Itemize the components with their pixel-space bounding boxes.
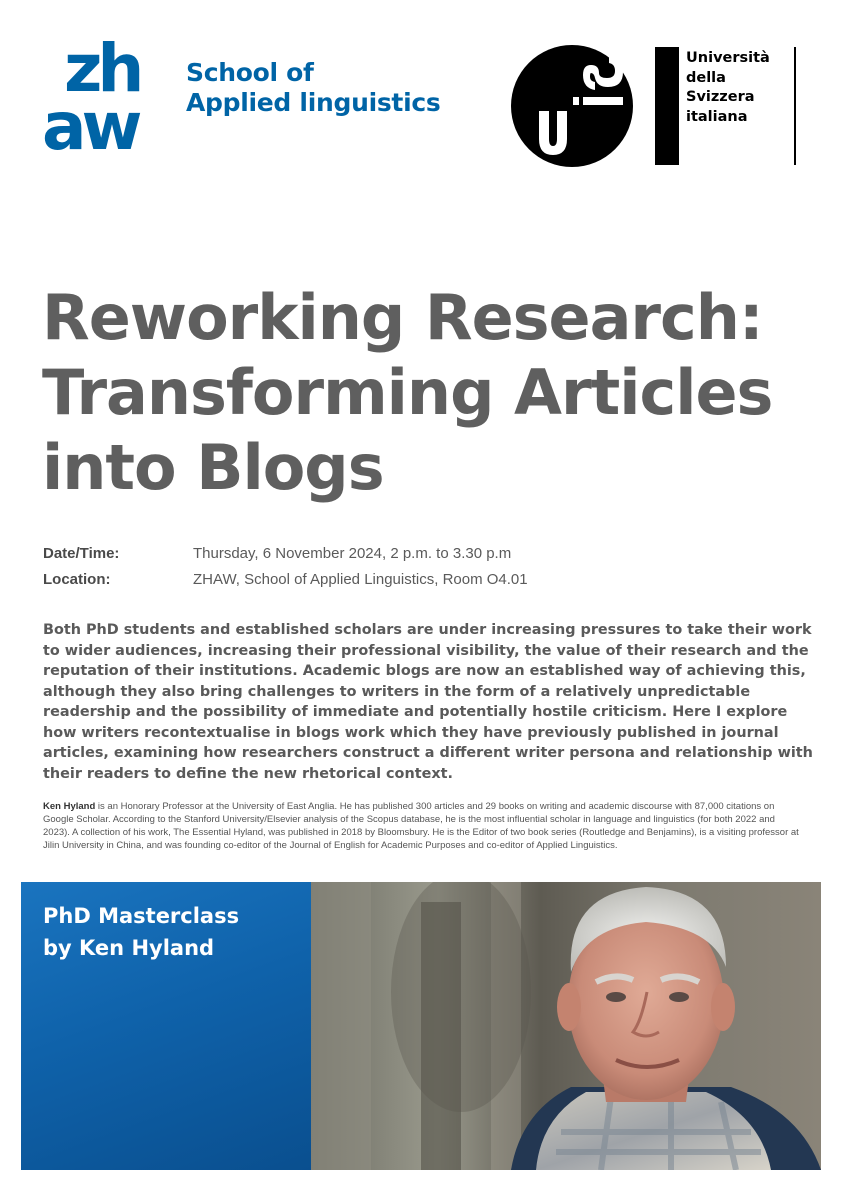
title-line: into Blogs [42, 431, 384, 504]
speaker-photo [311, 882, 821, 1170]
zhaw-logo-line1: zh [64, 30, 140, 107]
location-value: ZHAW, School of Applied Linguistics, Room O4.01 [193, 571, 528, 588]
date-row [43, 541, 803, 567]
speaker-name: Ken Hyland [43, 801, 96, 812]
masterclass-banner [21, 882, 821, 1170]
usi-name-line: Università [686, 50, 770, 66]
school-name [186, 58, 440, 118]
title-line: Transforming Articles [42, 356, 773, 429]
zhaw-logo-line2: aw [42, 88, 138, 165]
location-label: Location: [43, 571, 111, 588]
usi-divider [794, 47, 796, 165]
bio-text: is an Honorary Professor at the University of East Anglia. He has published 300 articles and 29 books on writing and academic discourse with 87,000 citations on Google Scholar. According to the Stanford University/Elsevier analysis of the Scopus database, he is the most influential scholar in language and linguistics (for both 2022 and 2023). A collection of his work, The Essential Hyland, was published in 2018 by Bloomsbury. He is the Editor of two book series (Routledge and Benjamins), is a visiting professor at Jilin University in China, and was founding co-editor of the Journal of English for Academic Purposes and co-editor of Applied Linguistics. [43, 801, 799, 851]
usi-logo-bar [655, 47, 679, 165]
banner-title [43, 900, 239, 964]
page-title [42, 280, 832, 505]
banner-line2: by Ken Hyland [43, 936, 215, 960]
event-details [43, 541, 803, 593]
usi-logo [511, 45, 633, 167]
usi-name-line: Svizzera [686, 89, 755, 105]
banner-blue-panel [21, 882, 311, 1170]
title-line: Reworking Research: [42, 281, 763, 354]
usi-name-line: della [686, 69, 726, 86]
date-label: Date/Time: [43, 545, 120, 562]
school-name-line2: Applied linguistics [186, 88, 441, 117]
usi-name-line: italiana [686, 108, 748, 125]
school-name-line1: School of [186, 58, 314, 87]
banner-line1: PhD Masterclass [43, 904, 240, 928]
location-row [43, 567, 803, 593]
abstract: Both PhD students and established scholars are under increasing pressures to take their work to wider audiences, increasing their professional visibility, the value of their research and the reputation of their institutions. Academic blogs are now an established way of achieving this, although they also bring challenges to writers in the form of a relatively unpredictable readership and the possibility of immediate and potentially hostile criticism. Here I explore how writers recontextualise in blogs work which they have previously published in journal articles, examining how researchers construct a different writer persona and relationship with their readers to define the new rhetorical context. [43, 622, 813, 782]
speaker-bio [43, 800, 803, 852]
date-value: Thursday, 6 November 2024, 2 p.m. to 3.30 p.m [193, 545, 512, 562]
zhaw-logo [42, 30, 166, 170]
usi-name [686, 49, 770, 127]
